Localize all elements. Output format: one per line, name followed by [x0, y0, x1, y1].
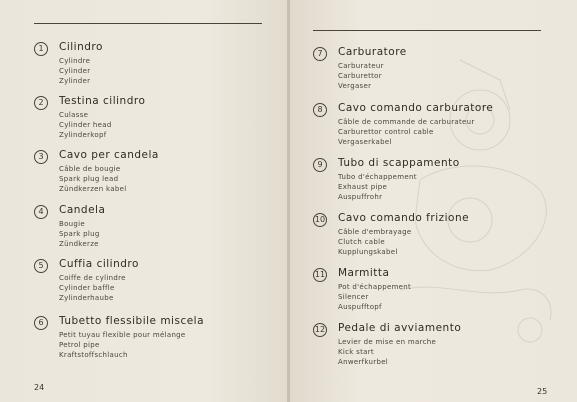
part-name-german: Zylinderhaube — [59, 294, 114, 302]
part-name-german: Auspuffrohr — [338, 193, 383, 201]
part-name-italian: Tubo di scappamento — [338, 157, 460, 169]
part-name-italian: Testina cilindro — [59, 95, 146, 107]
left-page — [0, 0, 288, 402]
item-number-circle: 12 — [313, 323, 327, 337]
part-name-english: Cylinder — [59, 67, 91, 75]
part-name-german: Kupplungskabel — [338, 248, 398, 256]
top-rule — [34, 23, 262, 24]
item-number-circle: 8 — [313, 103, 327, 117]
part-name-italian: Cuffia cilindro — [59, 258, 139, 270]
part-name-german: Zylinder — [59, 77, 91, 85]
item-number-circle: 3 — [34, 150, 48, 164]
right-page — [290, 0, 577, 402]
part-name-english: Cylinder head — [59, 121, 112, 129]
item-number-circle: 5 — [34, 259, 48, 273]
part-name-german: Zylinderkopf — [59, 131, 107, 139]
part-name-german: Zündkerze — [59, 240, 99, 248]
part-name-english: Carburettor — [338, 72, 382, 80]
part-name-french: Coiffe de cylindre — [59, 274, 126, 282]
part-name-german: Anwerfkurbel — [338, 358, 389, 366]
part-name-english: Carburettor control cable — [338, 128, 434, 136]
part-name-french: Pot d'échappement — [338, 283, 412, 291]
item-number-circle: 7 — [313, 47, 327, 61]
part-name-italian: Pedale di avviamento — [338, 322, 462, 334]
part-name-french: Cylindre — [59, 57, 91, 65]
part-name-italian: Carburatore — [338, 46, 407, 58]
part-name-french: Bougie — [59, 220, 86, 228]
item-number-circle: 10 — [313, 213, 327, 227]
item-number-circle: 9 — [313, 158, 327, 172]
part-name-italian: Cavo comando carburatore — [338, 102, 494, 114]
part-name-italian: Cavo comando frizione — [338, 212, 470, 224]
part-name-english: Spark plug — [59, 230, 100, 238]
part-name-english: Kick start — [338, 348, 374, 356]
part-name-english: Clutch cable — [338, 238, 385, 246]
part-name-italian: Candela — [59, 204, 106, 216]
part-name-french: Câble de commande de carburateur — [338, 118, 475, 126]
part-name-english: Spark plug lead — [59, 175, 119, 183]
item-number-circle: 2 — [34, 96, 48, 110]
part-name-english: Silencer — [338, 293, 369, 301]
item-number-circle: 11 — [313, 268, 327, 282]
top-rule — [313, 30, 541, 31]
faint-engine-sketch — [360, 40, 570, 360]
part-name-italian: Cilindro — [59, 41, 103, 53]
page-number: 25 — [537, 387, 548, 396]
part-name-german: Kraftstoffschlauch — [59, 351, 128, 359]
item-number-circle: 6 — [34, 316, 48, 330]
part-name-english: Cylinder baffle — [59, 284, 115, 292]
part-name-french: Carburateur — [338, 62, 384, 70]
part-name-german: Vergaser — [338, 82, 372, 90]
part-name-french: Tubo d'échappement — [338, 173, 417, 181]
part-name-english: Exhaust pipe — [338, 183, 388, 191]
page-number: 24 — [34, 383, 45, 392]
part-name-french: Petit tuyau flexible pour mélange — [59, 331, 186, 339]
part-name-english: Petrol pipe — [59, 341, 100, 349]
part-name-italian: Marmitta — [338, 267, 390, 279]
item-number-circle: 4 — [34, 205, 48, 219]
part-name-french: Culasse — [59, 111, 89, 119]
part-name-german: Vergaserkabel — [338, 138, 392, 146]
part-name-german: Auspufftopf — [338, 303, 382, 311]
part-name-french: Câble de bougie — [59, 165, 121, 173]
part-name-german: Zündkerzen kabel — [59, 185, 127, 193]
part-name-italian: Tubetto flessibile miscela — [59, 315, 205, 327]
item-number-circle: 1 — [34, 42, 48, 56]
part-name-french: Levier de mise en marche — [338, 338, 437, 346]
part-name-italian: Cavo per candela — [59, 149, 159, 161]
part-name-french: Câble d'embrayage — [338, 228, 412, 236]
